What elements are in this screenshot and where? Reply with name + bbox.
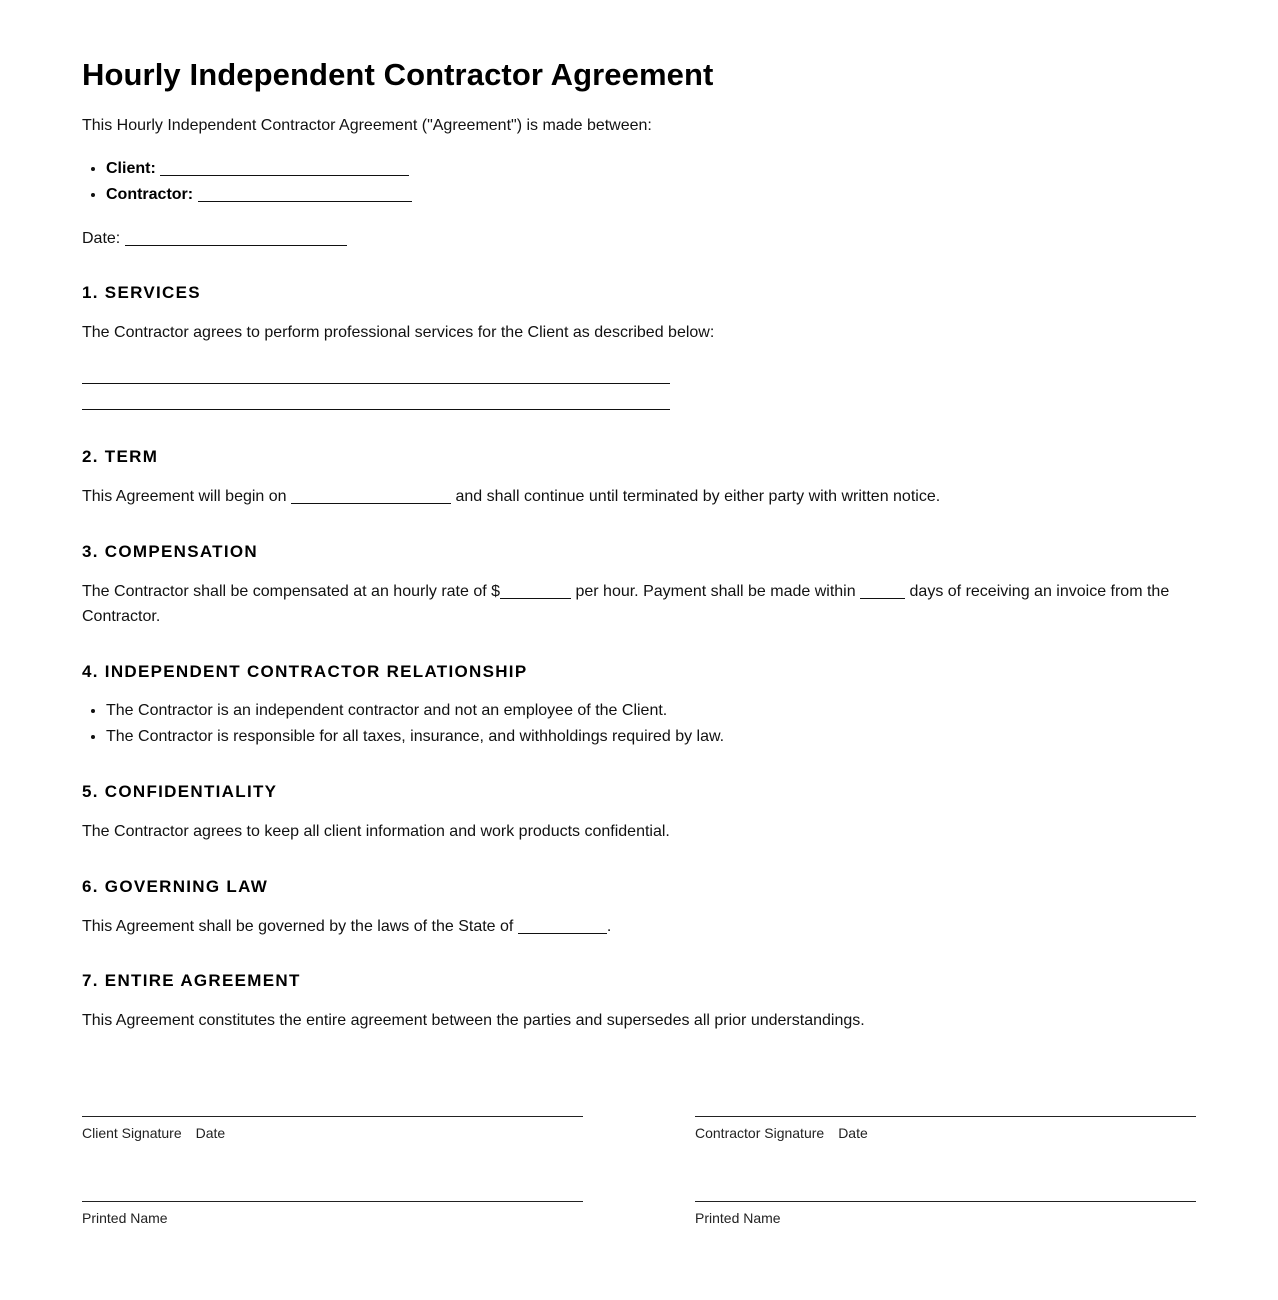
services-blank-line-1[interactable] [82,383,670,384]
start-date-field[interactable] [291,487,451,504]
services-blank-line-2[interactable] [82,409,670,410]
compensation-text-line-1 [82,579,1169,604]
client-date-label: Date [195,1125,226,1141]
services-text: The Contractor agrees to perform professional services for the Client as described below: [82,324,715,341]
section-heading-services: 1. SERVICES [82,283,201,302]
section-heading-relationship: 4. INDEPENDENT CONTRACTOR RELATIONSHIP [82,662,528,681]
state-field[interactable] [518,917,607,934]
compensation-text-1: The Contractor shall be compensated at an hourly rate of $ [82,583,501,600]
date-label: Date: [82,230,121,247]
contractor-signature-line[interactable] [695,1116,1196,1117]
contractor-date-label: Date [838,1125,868,1141]
contractor-name-field[interactable] [198,185,412,202]
party-contractor [106,182,412,208]
relationship-bullet: • The Contractor is an independent contractor and not an employee of the Client. [106,698,724,724]
compensation-text-3: days of receiving an invoice from the [909,583,1170,600]
entire-agreement-text: This Agreement constitutes the entire agreement between the parties and supersedes all prior understandings. [82,1012,865,1029]
contractor-printed-name-line[interactable] [695,1201,1196,1202]
payment-days-field[interactable] [860,582,905,599]
term-text-after: and shall continue until terminated by either party with written notice. [455,488,941,505]
section-heading-compensation: 3. COMPENSATION [82,542,258,561]
relationship-list [82,698,724,750]
governing-law-text-before: This Agreement shall be governed by the laws of the State of [82,918,514,935]
contractor-signature-caption [695,1125,868,1141]
section-heading-governing-law: 6. GOVERNING LAW [82,877,269,896]
term-text-before: This Agreement will begin on [82,488,287,505]
date-row [82,226,347,251]
client-label: Client: [106,160,156,177]
client-printed-name-line[interactable] [82,1201,583,1202]
section-heading-term: 2. TERM [82,447,159,466]
section-heading-confidentiality: 5. CONFIDENTIALITY [82,782,278,801]
client-name-field[interactable] [160,159,409,176]
page-title: Hourly Independent Contractor Agreement [82,57,714,92]
intro-text: This Hourly Independent Contractor Agreement ("Agreement") is made between: [82,117,652,134]
compensation-text-line-2: Contractor. [82,608,161,625]
term-text [82,484,940,509]
party-client [106,156,412,182]
client-signature-line[interactable] [82,1116,583,1117]
contractor-signature-label: Contractor Signature [695,1125,825,1141]
parties-list [82,156,412,208]
compensation-text-2: per hour. Payment shall be made within [575,583,856,600]
client-printed-name-label: Printed Name [82,1210,168,1226]
governing-law-text [82,914,611,939]
contractor-printed-name-label: Printed Name [695,1210,781,1226]
client-signature-caption [82,1125,225,1141]
contractor-label: Contractor: [106,186,194,203]
date-field[interactable] [125,229,347,246]
governing-law-text-after: . [606,918,612,935]
confidentiality-text: The Contractor agrees to keep all client information and work products confidential. [82,823,670,840]
hourly-rate-field[interactable] [500,582,571,599]
section-heading-entire-agreement: 7. ENTIRE AGREEMENT [82,971,301,990]
relationship-bullet: • The Contractor is responsible for all taxes, insurance, and withholdings required by law. [106,724,724,750]
client-signature-label: Client Signature [82,1125,182,1141]
